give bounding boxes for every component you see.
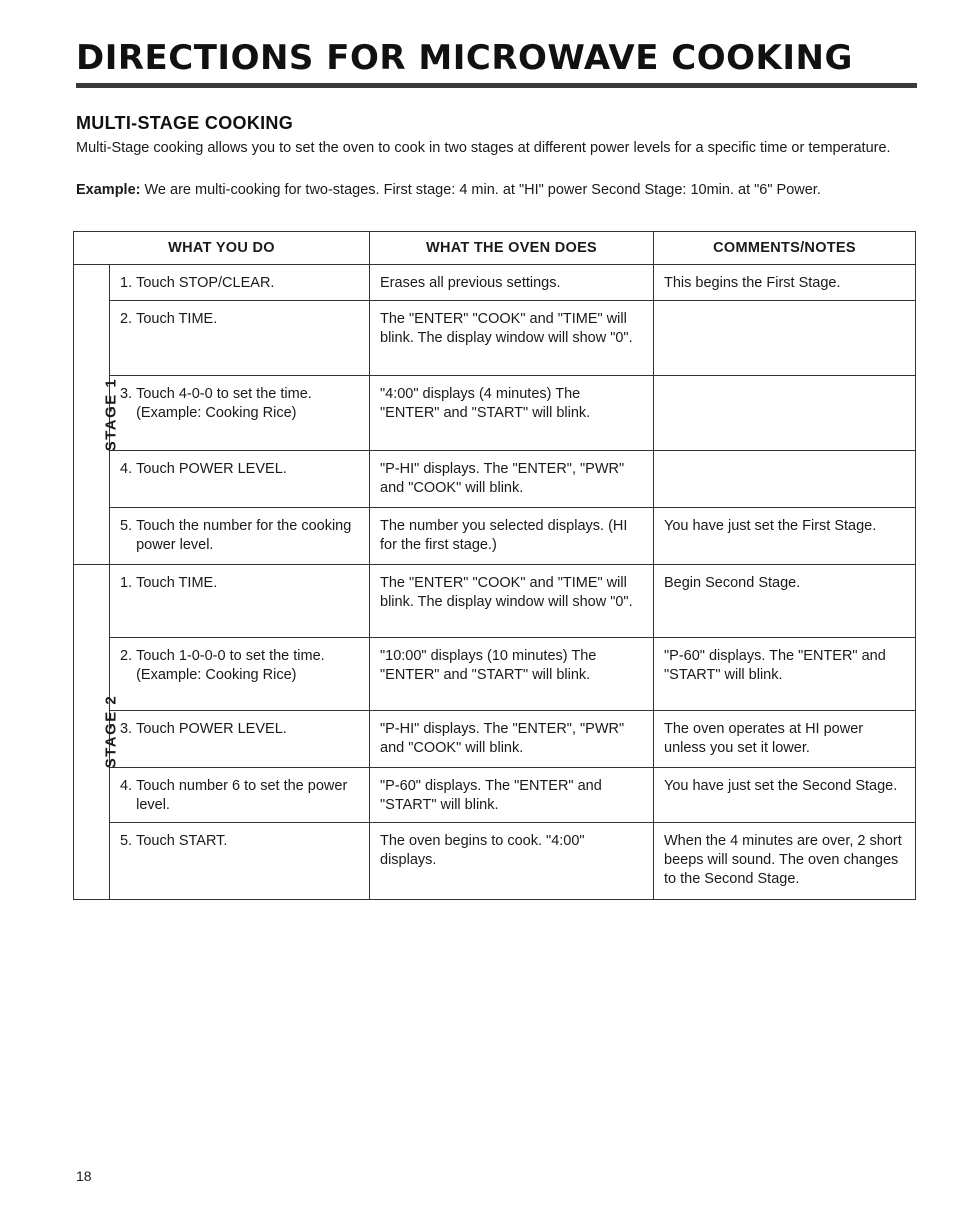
example-paragraph <box>76 181 916 200</box>
oven-does-cell: Erases all previous settings. <box>370 265 654 301</box>
table-row <box>74 451 916 508</box>
column-header-what-you-do: WHAT YOU DO <box>74 232 370 265</box>
step-number: 2. <box>120 311 133 327</box>
what-you-do-cell <box>110 265 370 301</box>
oven-does-cell: The "ENTER" "COOK" and "TIME" will blink. The display window will show "0". <box>370 301 654 376</box>
table-header-row <box>74 232 916 265</box>
step-number: 5. <box>120 518 133 534</box>
step-number: 5. <box>120 833 133 849</box>
step-number: 1. <box>120 275 133 291</box>
step-text: Touch TIME. <box>136 575 218 591</box>
table-row <box>74 565 916 638</box>
what-you-do-cell <box>110 711 370 768</box>
stage-2-cell <box>74 565 120 900</box>
notes-cell <box>654 451 916 508</box>
step-text: Touch the number for the cooking power level. <box>136 518 352 553</box>
title-rule <box>76 83 917 88</box>
instructions-table <box>73 231 916 900</box>
step-text: Touch POWER LEVEL. <box>136 461 287 477</box>
table-row <box>74 711 916 768</box>
what-you-do-cell <box>110 565 370 638</box>
notes-cell: You have just set the First Stage. <box>654 508 916 565</box>
oven-does-cell: "P-HI" displays. The "ENTER", "PWR" and "COOK" will blink. <box>370 451 654 508</box>
oven-does-cell: "4:00" displays (4 minutes) The "ENTER" and "START" will blink. <box>370 376 654 451</box>
what-you-do-cell <box>110 376 370 451</box>
step-text: Touch TIME. <box>136 311 218 327</box>
table-row <box>74 638 916 711</box>
step-number: 3. <box>120 721 133 737</box>
what-you-do-cell <box>110 768 370 823</box>
step-number: 1. <box>120 575 133 591</box>
oven-does-cell: The "ENTER" "COOK" and "TIME" will blink. The display window will show "0". <box>370 565 654 638</box>
step-text: Touch STOP/CLEAR. <box>136 275 275 291</box>
notes-cell: When the 4 minutes are over, 2 short beeps will sound. The oven changes to the Second Stage. <box>654 823 916 900</box>
stage-1-label: STAGE 1 <box>102 377 120 451</box>
notes-cell <box>654 301 916 376</box>
step-number: 4. <box>120 778 133 794</box>
step-text: Touch number 6 to set the power level. <box>136 778 348 813</box>
oven-does-cell: The oven begins to cook. "4:00" displays. <box>370 823 654 900</box>
oven-does-cell: The number you selected displays. (HI for the first stage.) <box>370 508 654 565</box>
table-row <box>74 301 916 376</box>
example-label: Example: <box>76 182 141 198</box>
step-text: Touch 1-0-0-0 to set the time. (Example: Cooking Rice) <box>136 648 325 683</box>
oven-does-cell: "10:00" displays (10 minutes) The "ENTER" and "START" will blink. <box>370 638 654 711</box>
table-row <box>74 768 916 823</box>
what-you-do-cell <box>110 451 370 508</box>
step-number: 2. <box>120 648 133 664</box>
stage-1-cell <box>74 265 120 565</box>
step-text: Touch POWER LEVEL. <box>136 721 287 737</box>
table-row <box>74 823 916 900</box>
oven-does-cell: "P-HI" displays. The "ENTER", "PWR" and "COOK" will blink. <box>370 711 654 768</box>
notes-cell: You have just set the Second Stage. <box>654 768 916 823</box>
example-text: We are multi-cooking for two-stages. First stage: 4 min. at "HI" power Second Stage: 10min. at "6" Power. <box>140 182 821 198</box>
notes-cell: Begin Second Stage. <box>654 565 916 638</box>
what-you-do-cell <box>110 508 370 565</box>
notes-cell: "P-60" displays. The "ENTER" and "START" will blink. <box>654 638 916 711</box>
what-you-do-cell <box>110 638 370 711</box>
step-number: 4. <box>120 461 133 477</box>
table-row <box>74 376 916 451</box>
column-header-comments-notes: COMMENTS/NOTES <box>654 232 916 265</box>
stage-2-label: STAGE 2 <box>102 694 120 769</box>
intro-paragraph: Multi-Stage cooking allows you to set the oven to cook in two stages at different power levels for a specific time or temperature. <box>76 140 891 156</box>
table-row <box>74 265 916 301</box>
step-number: 3. <box>120 386 133 402</box>
oven-does-cell: "P-60" displays. The "ENTER" and "START" will blink. <box>370 768 654 823</box>
page-title: DIRECTIONS FOR MICROWAVE COOKING <box>76 38 853 78</box>
notes-cell <box>654 376 916 451</box>
what-you-do-cell <box>110 301 370 376</box>
notes-cell: The oven operates at HI power unless you set it lower. <box>654 711 916 768</box>
notes-cell: This begins the First Stage. <box>654 265 916 301</box>
table-row <box>74 508 916 565</box>
step-text: Touch START. <box>136 833 228 849</box>
column-header-what-oven-does: WHAT THE OVEN DOES <box>370 232 654 265</box>
section-heading: MULTI-STAGE COOKING <box>76 113 294 133</box>
step-text: Touch 4-0-0 to set the time. (Example: Cooking Rice) <box>136 386 312 421</box>
what-you-do-cell <box>110 823 370 900</box>
page-number: 18 <box>76 1168 92 1184</box>
